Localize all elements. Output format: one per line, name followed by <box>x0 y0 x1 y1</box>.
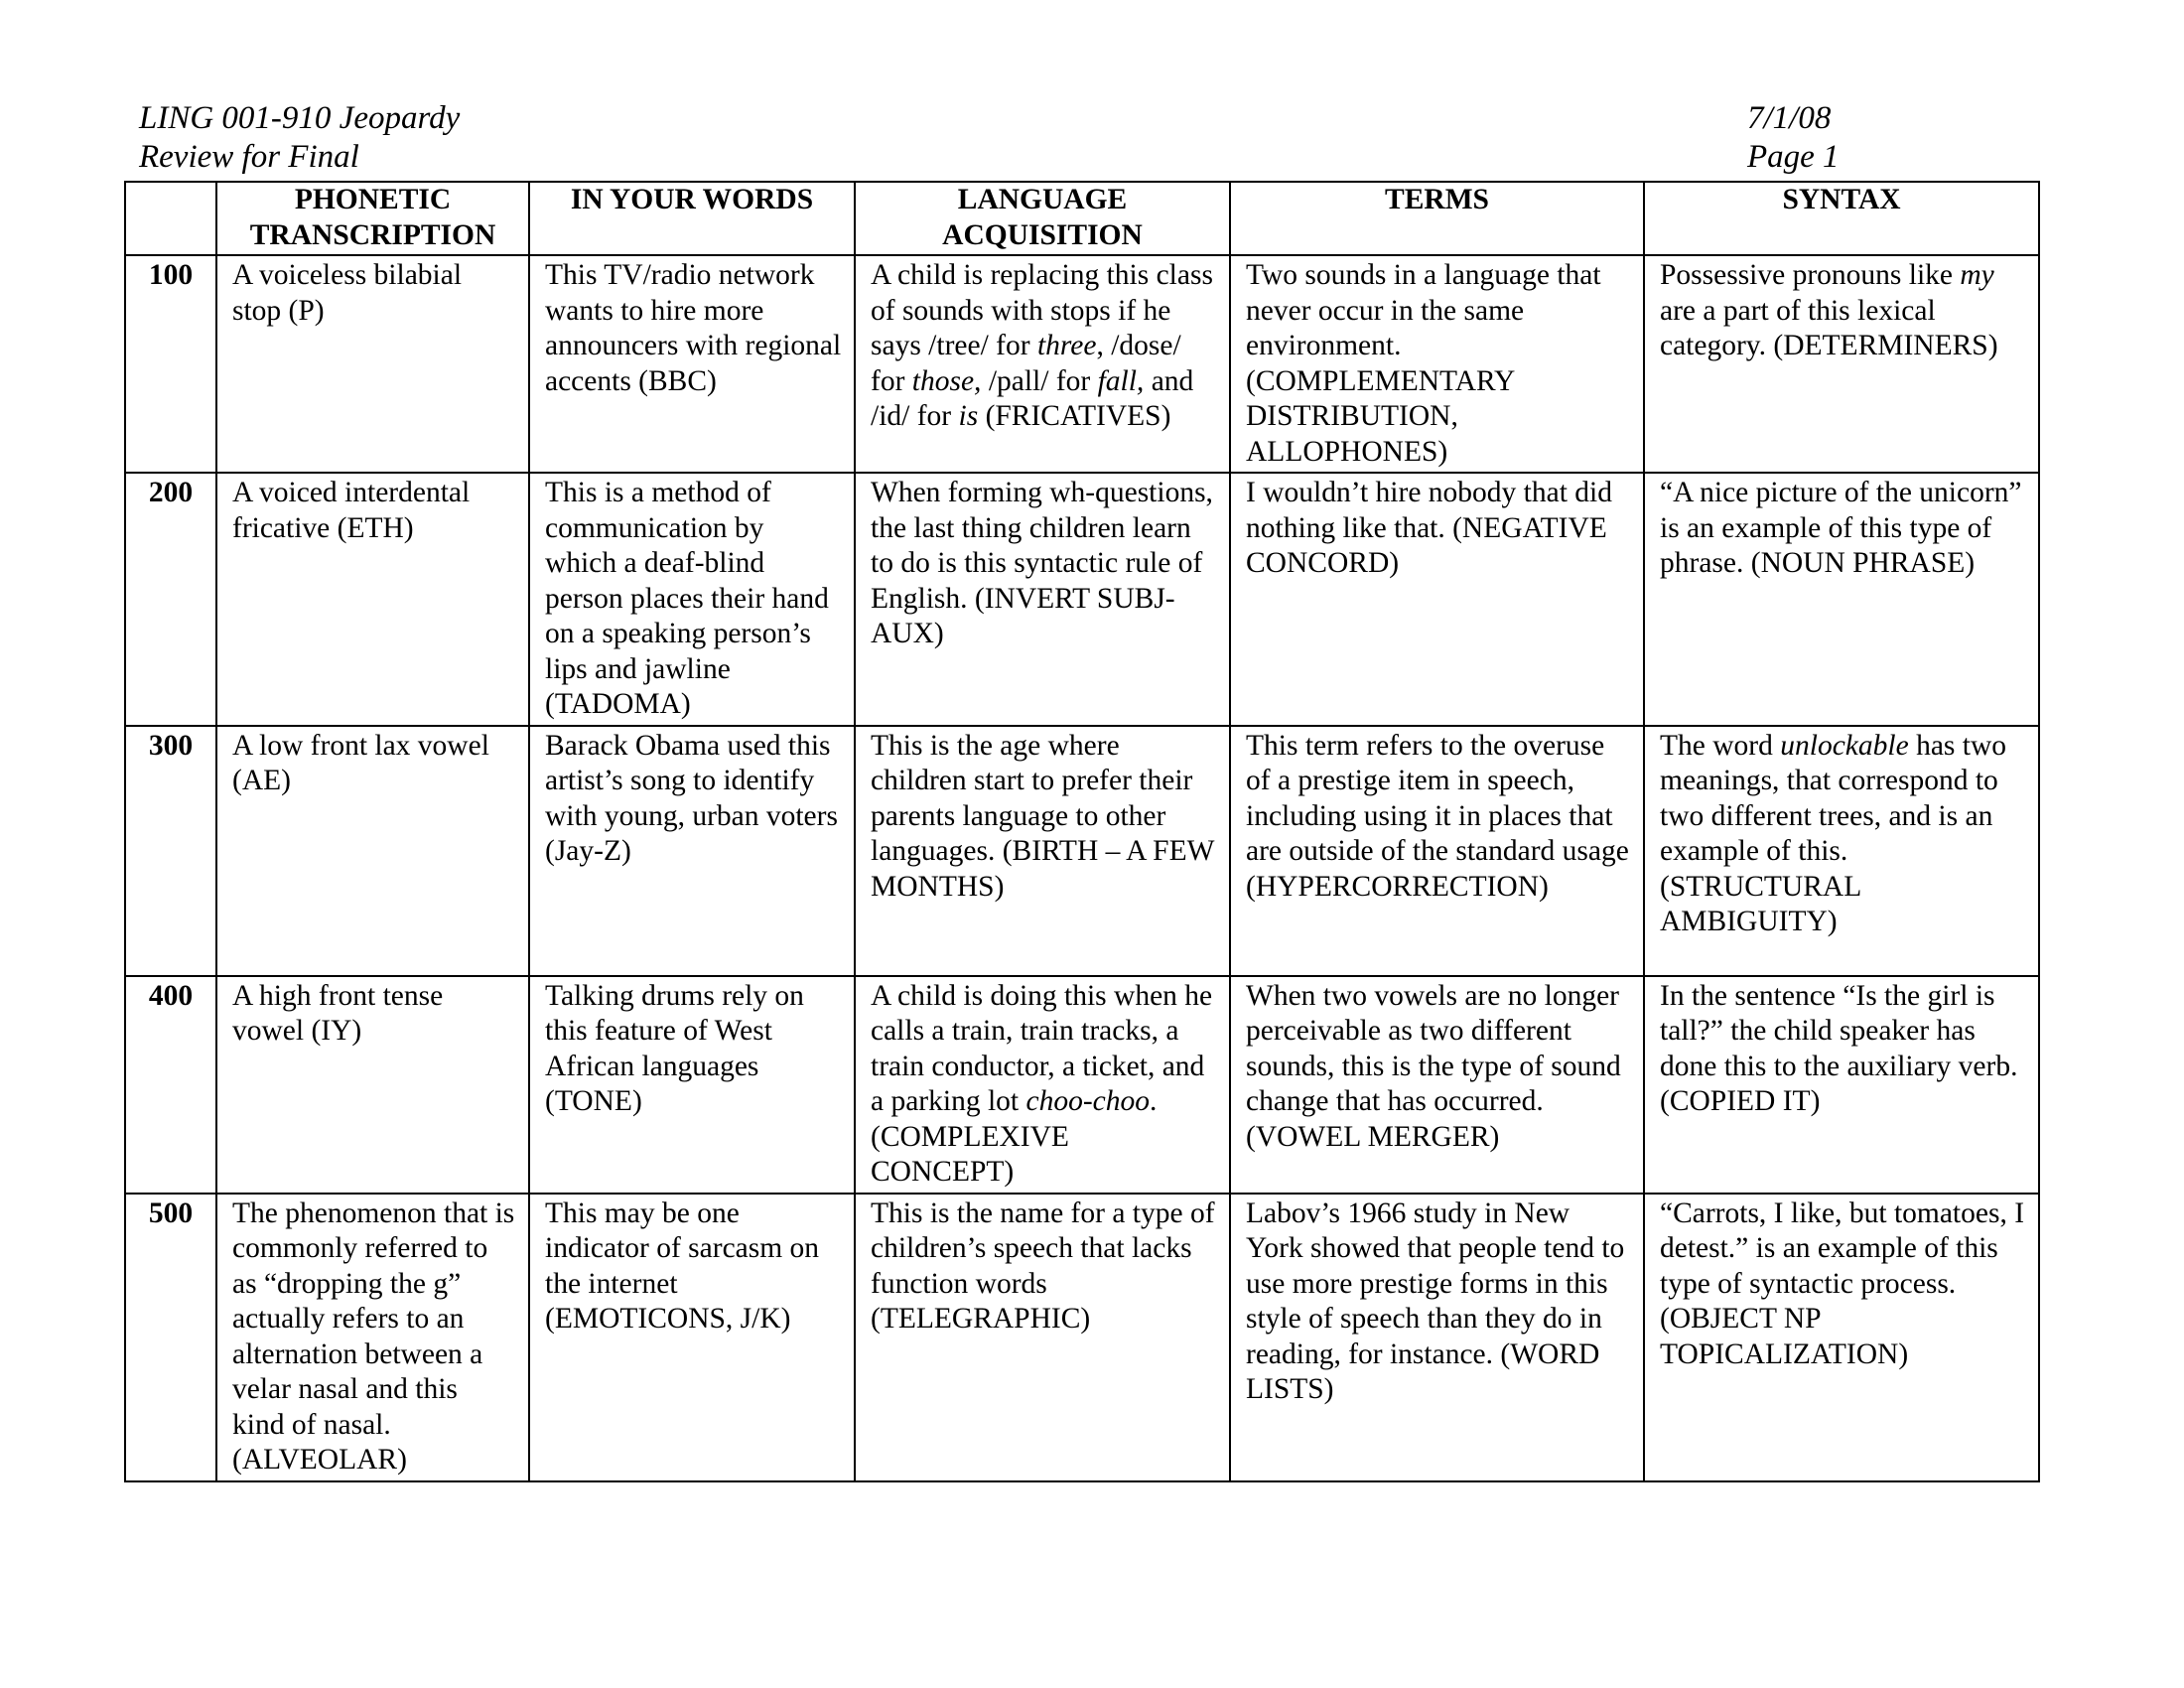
column-header-terms: TERMS <box>1230 182 1644 255</box>
in-your-words-cell: Barack Obama used this artist’s song to identify with young, urban voters (Jay-Z) <box>529 726 855 976</box>
table-row <box>125 976 2039 1194</box>
cell-text: Possessive pronouns like <box>1660 259 1961 291</box>
phonetic-cell: A low front lax vowel (AE) <box>216 726 529 976</box>
phonetic-cell: A high front tense vowel (IY) <box>216 976 529 1194</box>
course-title: LING 001-910 Jeopardy <box>139 100 461 136</box>
in-your-words-cell: This TV/radio network wants to hire more announcers with regional accents (BBC) <box>529 255 855 473</box>
header-right <box>1747 99 1840 177</box>
syntax-cell: “A nice picture of the unicorn” is an example of this type of phrase. (NOUN PHRASE) <box>1644 473 2039 726</box>
document-subtitle: Review for Final <box>139 139 359 175</box>
syntax-cell <box>1644 726 2039 976</box>
points-cell: 300 <box>125 726 216 976</box>
cell-text: has two meanings, that correspond to two different trees, and is an example of this. (STRUCTURAL AMBIGUITY) <box>1660 729 2007 937</box>
table-row <box>125 255 2039 473</box>
phonetic-cell: A voiceless bilabial stop (P) <box>216 255 529 473</box>
page-number: Page 1 <box>1747 139 1840 175</box>
italic-term: choo-choo <box>1025 1085 1150 1117</box>
column-header-points <box>125 182 216 255</box>
points-cell: 400 <box>125 976 216 1194</box>
italic-term: is <box>958 400 979 432</box>
language-acquisition-cell: This is the name for a type of children’s speech that lacks function words (TELEGRAPHIC) <box>855 1194 1230 1481</box>
cell-text: A child is replacing this class of sounds with stops if he says /tree/ for <box>871 259 1213 361</box>
terms-cell: This term refers to the overuse of a prestige item in speech, including using it in places that are outside of the standard usage (HYPERCORRECTION) <box>1230 726 1644 976</box>
italic-term: my <box>1960 259 1994 291</box>
cell-text: are a part of this lexical category. (DETERMINERS) <box>1660 294 1998 361</box>
cell-text: and /id/ for <box>871 364 1194 432</box>
in-your-words-cell: Talking drums rely on this feature of West African languages (TONE) <box>529 976 855 1194</box>
terms-cell: Two sounds in a language that never occur in the same environment. (COMPLEMENTARY DISTRIBUTION, ALLOPHONES) <box>1230 255 1644 473</box>
cell-text: /pall/ for <box>981 364 1098 397</box>
language-acquisition-cell <box>855 976 1230 1194</box>
terms-cell: When two vowels are no longer perceivable as two different sounds, this is the type of sound change that has occurred. (VOWEL MERGER) <box>1230 976 1644 1194</box>
table-header-row <box>125 182 2039 255</box>
terms-cell: I wouldn’t hire nobody that did nothing like that. (NEGATIVE CONCORD) <box>1230 473 1644 726</box>
points-cell: 500 <box>125 1194 216 1481</box>
cell-text: (FRICATIVES) <box>978 400 1171 432</box>
italic-term: unlockable <box>1780 729 1909 762</box>
table-row <box>125 473 2039 726</box>
column-header-in-your-words: IN YOUR WORDS <box>529 182 855 255</box>
points-cell: 100 <box>125 255 216 473</box>
column-header-syntax: SYNTAX <box>1644 182 2039 255</box>
syntax-cell <box>1644 255 2039 473</box>
italic-term: fall, <box>1097 364 1145 397</box>
table-row <box>125 726 2039 976</box>
phonetic-cell: The phenomenon that is commonly referred to as “dropping the g” actually refers to an alternation between a velar nasal and this kind of nasal. (ALVEOLAR) <box>216 1194 529 1481</box>
in-your-words-cell: This is a method of communication by which a deaf-blind person places their hand on a speaking person’s lips and jawline (TADOMA) <box>529 473 855 726</box>
table-row <box>125 1194 2039 1481</box>
language-acquisition-cell: When forming wh-questions, the last thing children learn to do is this syntactic rule of English. (INVERT SUBJ-AUX) <box>855 473 1230 726</box>
jeopardy-table <box>124 181 2040 1482</box>
header-left <box>139 99 460 177</box>
terms-cell: Labov’s 1966 study in New York showed that people tend to use more prestige forms in this style of speech than they do in reading, for instance. (WORD LISTS) <box>1230 1194 1644 1481</box>
column-header-phonetic-transcription: PHONETIC TRANSCRIPTION <box>216 182 529 255</box>
phonetic-cell: A voiced interdental fricative (ETH) <box>216 473 529 726</box>
column-header-language-acquisition: LANGUAGE ACQUISITION <box>855 182 1230 255</box>
cell-text: . (COMPLEXIVE CONCEPT) <box>871 1085 1158 1188</box>
italic-term: those, <box>911 364 982 397</box>
syntax-cell: In the sentence “Is the girl is tall?” the child speaker has done this to the auxiliary verb. (COPIED IT) <box>1644 976 2039 1194</box>
cell-text: A child is doing this when he calls a train, train tracks, a train conductor, a ticket, and a parking lot <box>871 979 1213 1117</box>
points-cell: 200 <box>125 473 216 726</box>
italic-term: three <box>1036 330 1097 361</box>
cell-text: The word <box>1660 729 1781 762</box>
language-acquisition-cell <box>855 255 1230 473</box>
in-your-words-cell: This may be one indicator of sarcasm on the internet (EMOTICONS, J/K) <box>529 1194 855 1481</box>
document-date: 7/1/08 <box>1747 100 1832 136</box>
syntax-cell: “Carrots, I like, but tomatoes, I detest.” is an example of this type of syntactic process. (OBJECT NP TOPICALIZATION) <box>1644 1194 2039 1481</box>
cell-text: , /dose/ for <box>871 330 1181 397</box>
language-acquisition-cell: This is the age where children start to prefer their parents language to other languages. (BIRTH – A FEW MONTHS) <box>855 726 1230 976</box>
